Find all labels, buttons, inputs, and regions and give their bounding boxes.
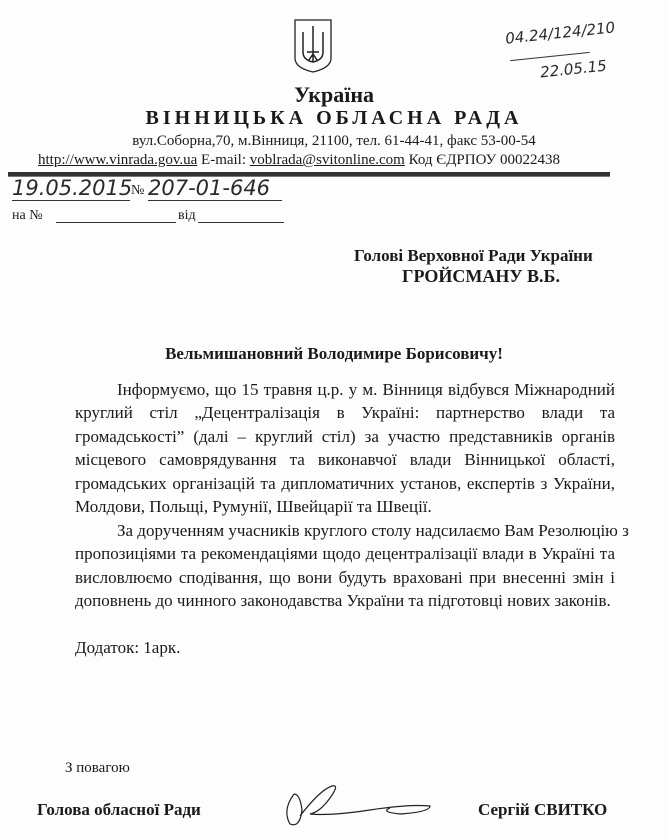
email-label: E-mail: bbox=[201, 152, 247, 168]
reply-number-blank bbox=[56, 222, 176, 223]
email-link[interactable]: voblrada@svitonline.com bbox=[249, 152, 405, 168]
addressee-title: Голові Верховної Ради України bbox=[354, 246, 593, 265]
reply-number-label: на № bbox=[12, 208, 43, 223]
body-line: пропозиціями та рекомендаціями щодо децентралізації влади в Україні та bbox=[75, 544, 615, 563]
body-line: висловлюємо сподівання, що вони будуть враховані при внесенні змін і bbox=[75, 568, 615, 587]
body-line: За дорученням учасників круглого столу надсилаємо Вам Резолюцію з bbox=[117, 521, 629, 540]
header-address: вул.Соборна,70, м.Вінниця, 21100, тел. 61-44-41, факс 53-00-54 bbox=[132, 133, 536, 149]
body-line: громадських організацій та дипломатичних установ, експертів з України, bbox=[75, 474, 615, 493]
reply-date-label: від bbox=[178, 208, 196, 223]
header-country: Україна bbox=[293, 82, 375, 107]
signature-image bbox=[280, 780, 440, 830]
website-link[interactable]: http://www.vinrada.gov.ua bbox=[38, 152, 198, 168]
closing: З повагою bbox=[65, 760, 130, 776]
incoming-stamp-date: 22.05.15 bbox=[539, 56, 608, 82]
body-line: Інформуємо, що 15 травня ц.р. у м. Вінниця відбувся Міжнародний bbox=[117, 380, 615, 399]
salutation: Вельмишановний Володимире Борисовичу! bbox=[165, 344, 503, 363]
body-line: доповнень до чинного законодавства України та підготовці нових законів. bbox=[75, 591, 611, 610]
outgoing-date: 19.05.2015 bbox=[12, 176, 133, 200]
header-contacts bbox=[38, 152, 560, 169]
attachment-note: Додаток: 1арк. bbox=[75, 638, 181, 657]
coat-of-arms-icon bbox=[293, 18, 333, 74]
incoming-stamp-number: 04.24/124/210 bbox=[504, 18, 616, 48]
header-council: ВІННИЦЬКА ОБЛАСНА РАДА bbox=[145, 107, 523, 129]
outgoing-number: 207-01-646 bbox=[148, 176, 282, 201]
body-line: місцевого самоврядування та виконавчої влади Вінницької області, bbox=[75, 450, 615, 469]
body-line: Молдови, Польщі, Румунії, Швейцарії та Швеції. bbox=[75, 497, 432, 516]
reply-date-blank bbox=[198, 222, 284, 223]
addressee-name: ГРОЙСМАНУ В.Б. bbox=[402, 266, 560, 286]
body-line: громадськості” (далі – круглий стіл) за участю представників органів bbox=[75, 427, 615, 446]
signer-name: Сергій СВИТКО bbox=[478, 800, 608, 819]
body-line: круглий стіл „Децентралізація в Україні: партнерство влади та bbox=[75, 403, 615, 422]
signer-position: Голова обласної Ради bbox=[37, 800, 201, 819]
registry-code: Код ЄДРПОУ 00022438 bbox=[408, 152, 560, 168]
number-label: № bbox=[131, 183, 145, 198]
